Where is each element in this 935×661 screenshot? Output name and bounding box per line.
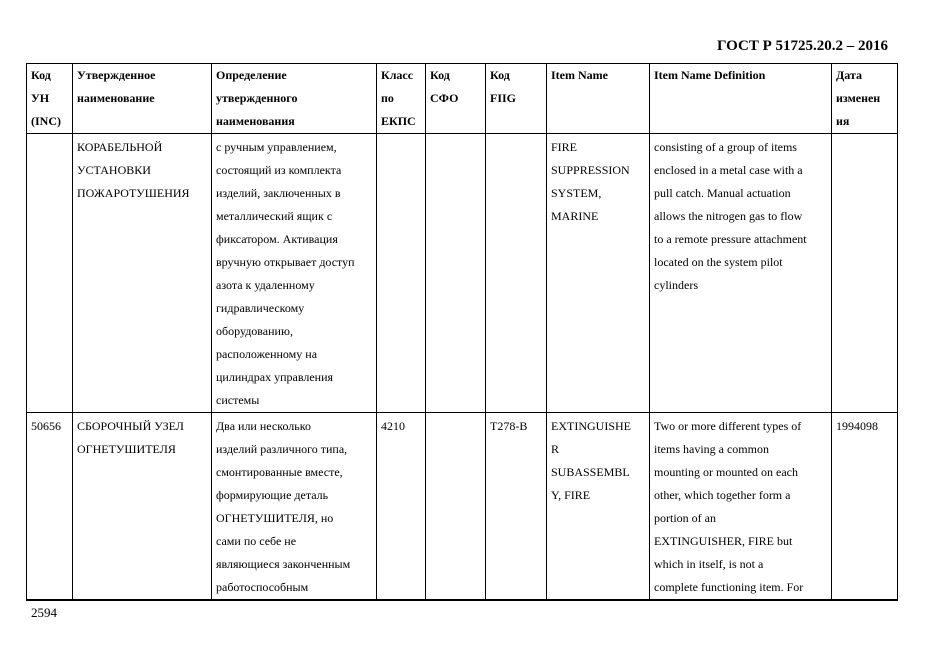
text-line: pull catch. Manual actuation [654, 186, 791, 200]
col-header-sfo-code [426, 64, 486, 134]
text-line: EXTINGUISHER, FIRE but [654, 534, 793, 548]
cell-change-date [832, 413, 898, 601]
text-line: фиксатором. Активация [216, 232, 338, 246]
text-line: наименования [216, 114, 295, 128]
text-line: ОГНЕТУШИТЕЛЯ [77, 442, 176, 456]
cell-ekps-class [377, 413, 426, 601]
cell-change-date [832, 134, 898, 413]
text-line: ия [836, 114, 850, 128]
text-line: Утвержденное [77, 68, 156, 82]
col-header-ekps-class [377, 64, 426, 134]
text-line: Код [490, 68, 510, 82]
text-line: по [381, 91, 394, 105]
text-line: формирующие деталь [216, 488, 329, 502]
text-line: T278-B [490, 419, 528, 433]
cell-approved-name [73, 413, 212, 601]
text-line: являющиеся законченным [216, 557, 351, 571]
text-line: located on the system pilot [654, 255, 783, 269]
text-line: УН [31, 91, 50, 105]
text-line: enclosed in a metal case with a [654, 163, 803, 177]
text-line: complete functioning item. For [654, 580, 804, 594]
cell-inc [27, 134, 73, 413]
text-line: цилиндрах управления [216, 370, 334, 384]
text-line: с ручным управлением, [216, 140, 337, 154]
text-line: металлический ящик с [216, 209, 333, 223]
text-line: ПОЖАРОТУШЕНИЯ [77, 186, 190, 200]
text-line: 1994098 [836, 419, 878, 433]
col-header-item-name [547, 64, 650, 134]
text-line: Two or more different types of [654, 419, 802, 433]
cell-fiig-code [486, 134, 547, 413]
text-line: Два или несколько [216, 419, 311, 433]
text-line: смонтированные вместе, [216, 465, 343, 479]
text-line: FIRE [551, 140, 578, 154]
cell-fiig-code [486, 413, 547, 601]
text-line: cylinders [654, 278, 698, 292]
text-line: изделий, заключенных в [216, 186, 341, 200]
registry-table [26, 63, 898, 601]
text-line: ОГНЕТУШИТЕЛЯ, но [216, 511, 334, 525]
cell-sfo-code [426, 413, 486, 601]
text-line: гидравлическому [216, 301, 305, 315]
text-line: FIIG [490, 91, 517, 105]
table-row [27, 134, 898, 413]
text-line: работоспособным [216, 580, 309, 594]
text-line: Y, FIRE [551, 488, 591, 502]
text-line: ЕКПС [381, 114, 416, 128]
text-line: mounting or mounted on each [654, 465, 798, 479]
cell-ekps-class [377, 134, 426, 413]
text-line: consisting of a group of items [654, 140, 797, 154]
table-row [27, 413, 898, 601]
text-line: Код [31, 68, 51, 82]
document-code: ГОСТ Р 51725.20.2 – 2016 [716, 38, 888, 54]
cell-sfo-code [426, 134, 486, 413]
page-number: 2594 [31, 605, 57, 620]
text-line: allows the nitrogen gas to flow [654, 209, 803, 223]
text-line: азота к удаленному [216, 278, 315, 292]
cell-definition [212, 413, 377, 601]
cell-definition [212, 134, 377, 413]
text-line: оборудованию, [216, 324, 293, 338]
text-line: УСТАНОВКИ [77, 163, 151, 177]
col-header-inc [27, 64, 73, 134]
cell-item-name [547, 134, 650, 413]
text-line: Код [430, 68, 450, 82]
text-line: СФО [430, 91, 459, 105]
text-line: MARINE [551, 209, 599, 223]
col-header-change-date [832, 64, 898, 134]
cell-item-definition [650, 413, 832, 601]
text-line: EXTINGUISHE [551, 419, 631, 433]
col-header-item-definition [650, 64, 832, 134]
text-line: Определение [216, 68, 287, 82]
text-line: SUBASSEMBL [551, 465, 630, 479]
text-line: SUPPRESSION [551, 163, 630, 177]
text-line: 50656 [31, 419, 61, 433]
col-header-fiig-code [486, 64, 547, 134]
col-header-definition [212, 64, 377, 134]
text-line: СБОРОЧНЫЙ УЗЕЛ [77, 419, 184, 433]
cell-item-definition [650, 134, 832, 413]
text-line: R [551, 442, 560, 456]
text-line: КОРАБЕЛЬНОЙ [77, 140, 163, 154]
col-header-approved-name [73, 64, 212, 134]
text-line: утвержденного [216, 91, 298, 105]
text-line: изменен [836, 91, 881, 105]
text-line: 4210 [381, 419, 405, 433]
text-line: Дата [836, 68, 862, 82]
text-line: Item Name Definition [654, 68, 766, 82]
cell-inc [27, 413, 73, 601]
text-line: состоящий из комплекта [216, 163, 342, 177]
text-line: системы [216, 393, 260, 407]
text-line: расположенному на [216, 347, 318, 361]
cell-item-name [547, 413, 650, 601]
text-line: portion of an [654, 511, 716, 525]
text-line: other, which together form a [654, 488, 791, 502]
text-line: SYSTEM, [551, 186, 602, 200]
cell-approved-name [73, 134, 212, 413]
text-line: to a remote pressure attachment [654, 232, 807, 246]
header-row [27, 64, 898, 134]
text-line: (INC) [31, 114, 61, 128]
text-line: which in itself, is not a [654, 557, 764, 571]
text-line: изделий различного типа, [216, 442, 348, 456]
text-line: вручную открывает доступ [216, 255, 355, 269]
text-line: Item Name [551, 68, 608, 82]
text-line: Класс [381, 68, 414, 82]
text-line: наименование [77, 91, 155, 105]
text-line: items having a common [654, 442, 769, 456]
text-line: сами по себе не [216, 534, 297, 548]
